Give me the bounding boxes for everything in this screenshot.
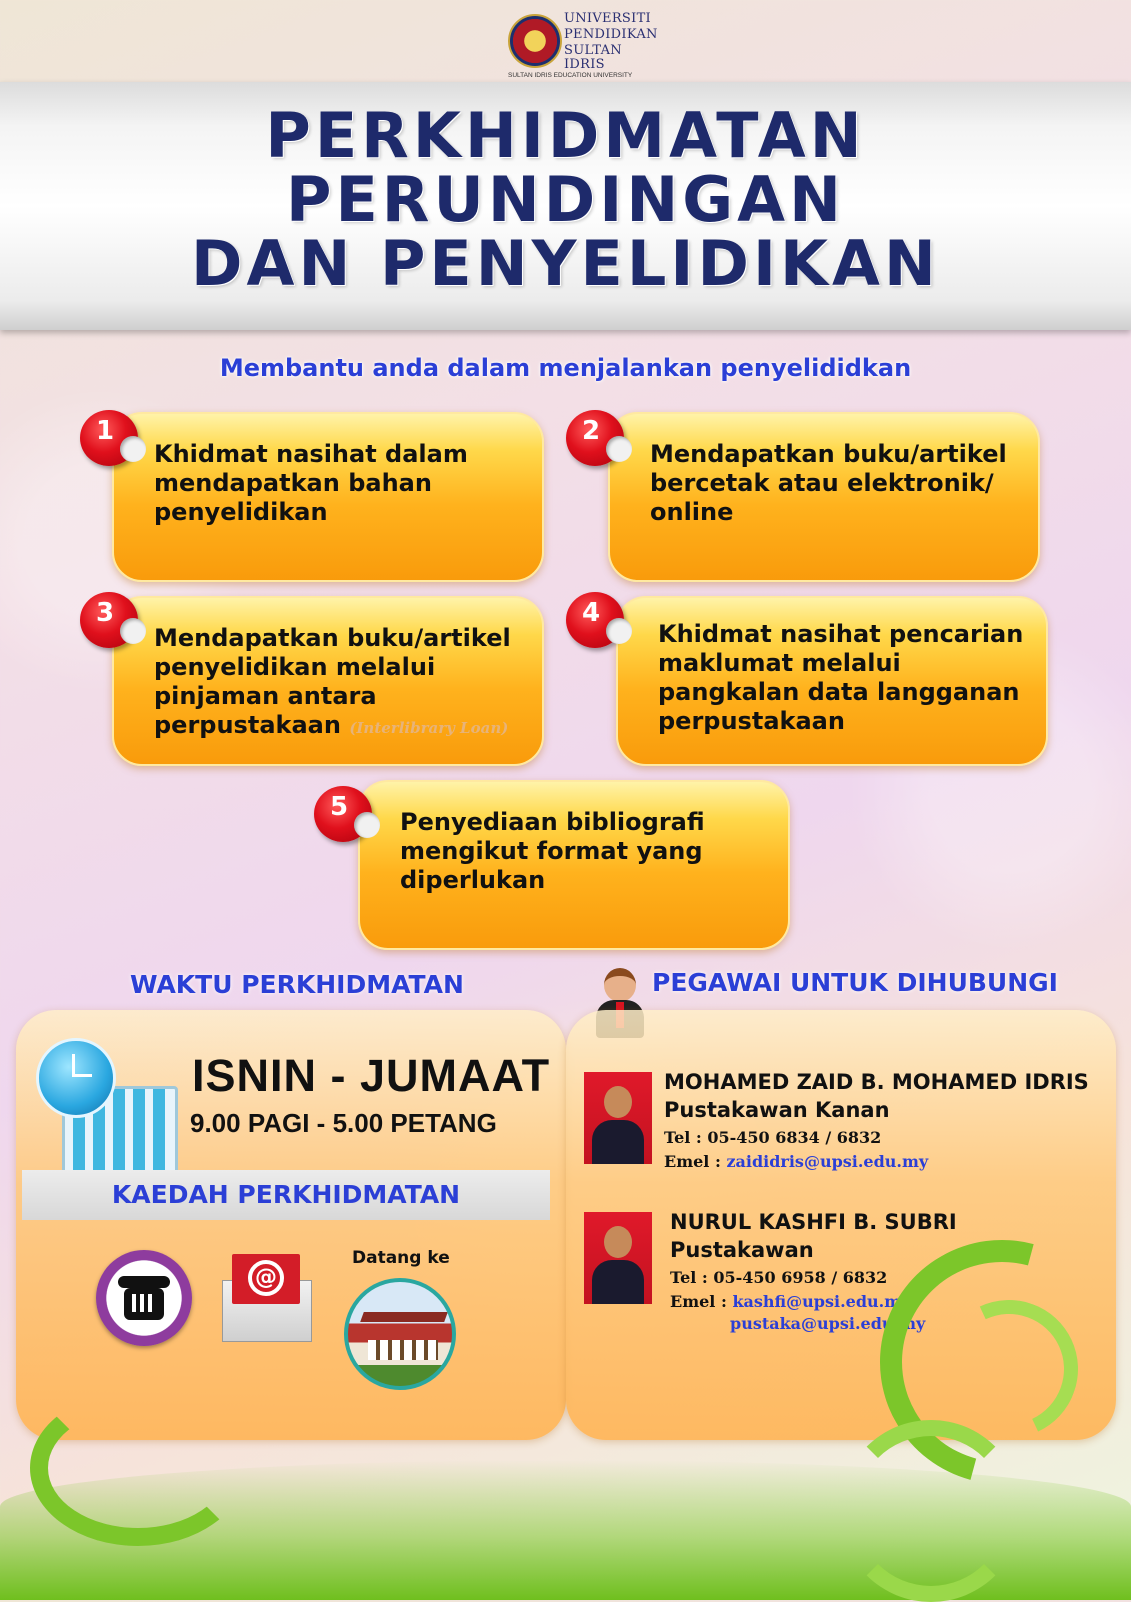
green-swirl-decoration bbox=[840, 1420, 1022, 1602]
title-line-3: DAN PENYELIDIKAN bbox=[191, 227, 940, 300]
number-badge-1 bbox=[80, 410, 144, 470]
contact-tel: Tel : 05-450 6958 / 6832 bbox=[670, 1268, 888, 1287]
service-box-5 bbox=[358, 780, 790, 950]
contact-role: Pustakawan Kanan bbox=[664, 1098, 890, 1122]
contact-name: NURUL KASHFI B. SUBRI bbox=[670, 1210, 957, 1234]
service-time: 9.00 PAGI - 5.00 PETANG bbox=[190, 1108, 497, 1138]
badge-number: 1 bbox=[95, 416, 115, 446]
email-link[interactable]: zaididris@upsi.edu.my bbox=[726, 1152, 929, 1171]
service-text: Khidmat nasihat pencarian maklumat melalui pangkalan data langganan perpustakaan bbox=[658, 620, 1024, 735]
logo-line-2: PENDIDIKAN bbox=[564, 27, 658, 42]
email-link[interactable]: pustaka@upsi.edu.my bbox=[730, 1314, 926, 1333]
number-badge-5 bbox=[314, 786, 378, 846]
methods-heading-band bbox=[22, 1170, 550, 1220]
library-building-icon bbox=[344, 1278, 456, 1390]
title-banner bbox=[0, 82, 1131, 330]
contact-photo bbox=[584, 1212, 652, 1304]
subtitle: Membantu anda dalam menjalankan penyelididkan bbox=[219, 354, 912, 382]
service-box-2 bbox=[608, 412, 1040, 582]
badge-number: 4 bbox=[581, 598, 601, 628]
contact-tel: Tel : 05-450 6834 / 6832 bbox=[664, 1128, 882, 1147]
service-text: Mendapatkan buku/artikel bercetak atau elektronik/ online bbox=[650, 440, 1007, 526]
title-line-1: PERKHIDMATAN bbox=[265, 99, 866, 172]
walk-in-label: Datang ke bbox=[352, 1248, 450, 1268]
badge-number: 3 bbox=[95, 598, 115, 628]
contacts-heading: PEGAWAI UNTUK DIHUBUNGI bbox=[652, 968, 1058, 997]
service-box-1 bbox=[112, 412, 544, 582]
logo-line-3: SULTAN IDRIS bbox=[564, 43, 622, 72]
number-badge-3 bbox=[80, 592, 144, 652]
service-box-4 bbox=[616, 596, 1048, 766]
number-badge-2 bbox=[566, 410, 630, 470]
methods-heading: KAEDAH PERKHIDMATAN bbox=[111, 1180, 461, 1209]
contact-email: Emel : kashfi@upsi.edu.my/ bbox=[670, 1292, 917, 1311]
calendar-clock-icon bbox=[36, 1038, 176, 1178]
number-badge-4 bbox=[566, 592, 630, 652]
university-logo bbox=[508, 10, 658, 79]
university-seal-icon bbox=[508, 14, 562, 68]
logo-tagline: SULTAN IDRIS EDUCATION UNIVERSITY bbox=[508, 72, 633, 79]
badge-number: 5 bbox=[329, 792, 349, 822]
title-line-2: PERUNDINGAN bbox=[286, 163, 845, 236]
logo-line-1: UNIVERSITI bbox=[564, 11, 651, 26]
service-text bbox=[154, 624, 522, 743]
service-text-main: Mendapatkan buku/artikel penyelidikan melalui pinjaman antara perpustakaan bbox=[154, 624, 511, 739]
contact-photo bbox=[584, 1072, 652, 1164]
green-swirl-decoration bbox=[30, 1390, 246, 1546]
service-text: Penyediaan bibliografi mengikut format yang diperlukan bbox=[400, 808, 705, 894]
contact-email: Emel : zaididris@upsi.edu.my bbox=[664, 1152, 929, 1171]
phone-icon bbox=[96, 1250, 192, 1346]
email-icon: @ bbox=[222, 1250, 310, 1342]
email-link[interactable]: kashfi@upsi.edu.my/ bbox=[732, 1292, 917, 1311]
service-days: ISNIN - JUMAAT bbox=[192, 1050, 551, 1101]
contact-name: MOHAMED ZAID B. MOHAMED IDRIS bbox=[664, 1070, 1089, 1094]
service-box-3 bbox=[112, 596, 544, 766]
service-note: (Interlibrary Loan) bbox=[349, 719, 509, 737]
contact-role: Pustakawan bbox=[670, 1238, 814, 1262]
badge-number: 2 bbox=[581, 416, 601, 446]
hours-heading: WAKTU PERKHIDMATAN bbox=[130, 970, 464, 999]
service-text: Khidmat nasihat dalam mendapatkan bahan penyelidikan bbox=[154, 440, 468, 526]
